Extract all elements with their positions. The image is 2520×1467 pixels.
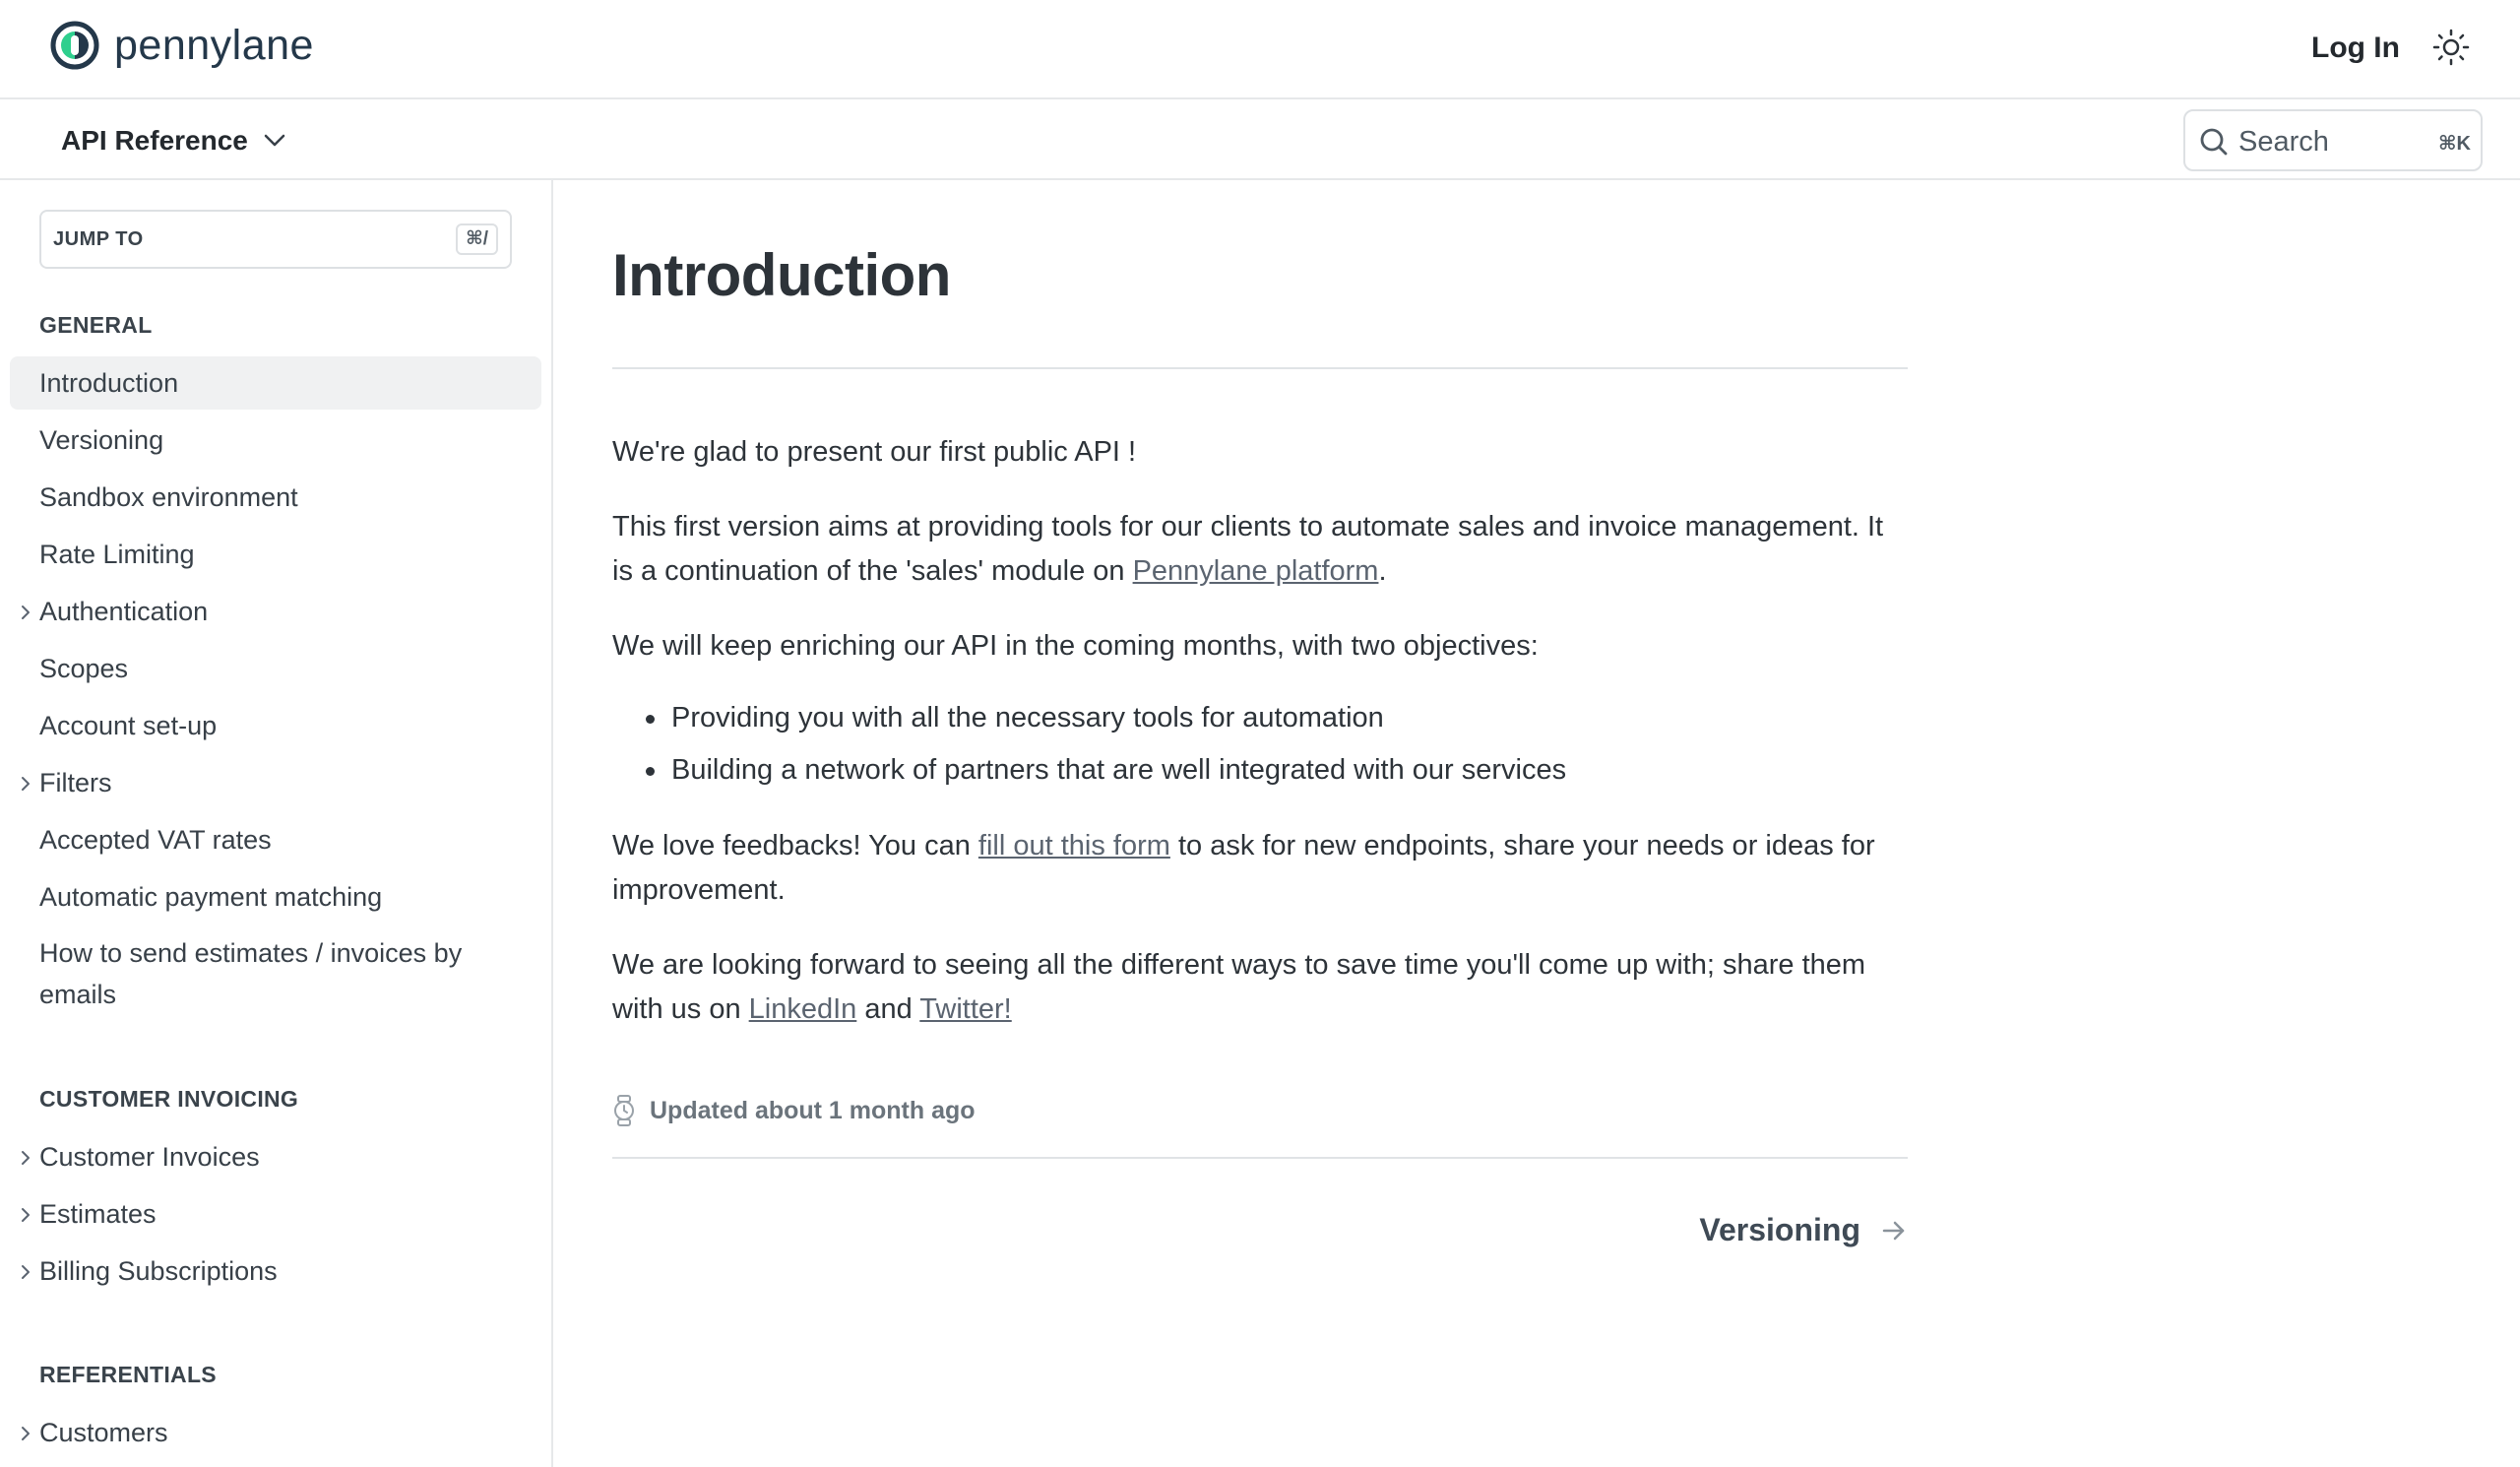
chevron-right-icon bbox=[20, 605, 32, 620]
sidebar-item-authentication[interactable] bbox=[10, 585, 541, 638]
sidebar-item-estimates[interactable] bbox=[10, 1187, 541, 1241]
sub-navigation-bar bbox=[0, 99, 2520, 180]
title-divider bbox=[612, 367, 1908, 369]
sidebar-item-send-by-email[interactable] bbox=[10, 927, 482, 1016]
sidebar-item-customer-invoices[interactable] bbox=[10, 1130, 541, 1183]
sidebar-item-label: Filters bbox=[39, 768, 112, 797]
paragraph-text: We are looking forward to seeing all the different ways to save time you'll come up with; share them with us on bbox=[612, 949, 1866, 1025]
chevron-down-icon bbox=[264, 134, 285, 148]
paragraph-text: and bbox=[856, 993, 920, 1025]
arrow-right-icon bbox=[1880, 1217, 1908, 1244]
search-icon bbox=[2199, 127, 2229, 157]
sidebar-item-scopes[interactable] bbox=[10, 642, 541, 695]
intro-paragraph-3: We will keep enriching our API in the coming months, with two objectives: bbox=[612, 630, 1539, 662]
sidebar-item-vat-rates[interactable] bbox=[10, 813, 541, 866]
logo[interactable] bbox=[49, 20, 314, 71]
api-reference-label: API Reference bbox=[61, 125, 248, 156]
sidebar-item-versioning[interactable] bbox=[10, 414, 541, 467]
list-item: Building a network of partners that are well integrated with our services bbox=[612, 744, 1908, 797]
feedback-form-link[interactable]: fill out this form bbox=[977, 830, 1170, 861]
sidebar-item-label: Authentication bbox=[39, 597, 209, 626]
sidebar-item-label: Rate Limiting bbox=[39, 540, 195, 569]
jump-to-input[interactable] bbox=[39, 210, 512, 269]
intro-paragraph-4 bbox=[612, 824, 1908, 913]
sidebar-item-rate-limiting[interactable] bbox=[10, 528, 541, 581]
jump-to-shortcut: ⌘/ bbox=[456, 223, 498, 255]
next-page-label: Versioning bbox=[1699, 1212, 1860, 1247]
section-title-customer-invoicing: CUSTOMER INVOICING bbox=[39, 1086, 299, 1112]
sidebar-item-label: Scopes bbox=[39, 654, 129, 683]
sidebar-item-sandbox[interactable] bbox=[10, 471, 541, 524]
sidebar-item-label: Account set-up bbox=[39, 711, 218, 740]
twitter-link[interactable]: Twitter! bbox=[919, 993, 1012, 1025]
login-button[interactable]: Log In bbox=[2311, 32, 2400, 64]
sidebar-item-label: Versioning bbox=[39, 425, 164, 455]
footer-divider bbox=[612, 1157, 1908, 1159]
page-title: Introduction bbox=[612, 242, 951, 308]
sidebar bbox=[0, 180, 553, 1467]
paragraph-text: This first version aims at providing tools for our clients to automate sales and invoice management. It is a continuation of the 'sales' module on bbox=[612, 511, 1884, 587]
pennylane-platform-link[interactable]: Pennylane platform bbox=[1132, 555, 1379, 587]
linkedin-link[interactable]: LinkedIn bbox=[748, 993, 857, 1025]
sidebar-item-label: Estimates bbox=[39, 1199, 157, 1229]
jump-to-label: JUMP TO bbox=[53, 228, 144, 250]
sidebar-item-customers[interactable] bbox=[10, 1406, 541, 1459]
intro-paragraph-2 bbox=[612, 505, 1908, 594]
pennylane-logo-icon bbox=[49, 20, 100, 71]
search-label: Search bbox=[2238, 126, 2329, 158]
chevron-right-icon bbox=[20, 1207, 32, 1223]
sidebar-item-account-setup[interactable] bbox=[10, 699, 541, 752]
updated-text: Updated about 1 month ago bbox=[650, 1096, 976, 1124]
next-page-link[interactable] bbox=[1699, 1212, 1908, 1248]
sidebar-item-introduction[interactable] bbox=[10, 356, 541, 410]
logo-text: pennylane bbox=[114, 21, 314, 69]
sidebar-item-label: Introduction bbox=[39, 368, 179, 398]
sidebar-item-label: Automatic payment matching bbox=[39, 882, 383, 912]
chevron-right-icon bbox=[20, 1426, 32, 1441]
paragraph-text: to ask for new endpoints, share your needs or ideas for improvement. bbox=[612, 830, 1875, 906]
paragraph-text: . bbox=[1378, 555, 1387, 587]
watch-icon bbox=[612, 1094, 636, 1127]
sidebar-item-label: How to send estimates / invoices by emails bbox=[39, 938, 463, 1009]
search-button[interactable] bbox=[2183, 109, 2483, 171]
intro-paragraph-5 bbox=[612, 943, 1908, 1032]
chevron-right-icon bbox=[20, 1264, 32, 1280]
section-title-general: GENERAL bbox=[39, 312, 153, 338]
sidebar-item-label: Accepted VAT rates bbox=[39, 825, 272, 855]
paragraph-text: We love feedbacks! You can bbox=[612, 830, 978, 861]
sidebar-item-label: Sandbox environment bbox=[39, 482, 298, 512]
sidebar-item-billing-subscriptions[interactable] bbox=[10, 1244, 541, 1298]
sidebar-item-payment-matching[interactable] bbox=[10, 870, 541, 924]
api-reference-dropdown[interactable] bbox=[61, 125, 285, 157]
list-item: Providing you with all the necessary tools for automation bbox=[612, 692, 1908, 744]
sidebar-item-filters[interactable] bbox=[10, 756, 541, 809]
search-shortcut: ⌘K bbox=[2438, 133, 2471, 155]
sidebar-item-label: Billing Subscriptions bbox=[39, 1256, 278, 1286]
sidebar-item-label: Customer Invoices bbox=[39, 1142, 260, 1172]
sidebar-item-label: Customers bbox=[39, 1418, 168, 1447]
chevron-right-icon bbox=[20, 776, 32, 792]
intro-paragraph-1: We're glad to present our first public API ! bbox=[612, 436, 1137, 468]
chevron-right-icon bbox=[20, 1150, 32, 1166]
sun-icon[interactable] bbox=[2431, 28, 2471, 67]
updated-timestamp bbox=[612, 1094, 976, 1127]
objectives-list bbox=[612, 692, 1908, 797]
top-navigation-bar bbox=[0, 0, 2520, 99]
section-title-referentials: REFERENTIALS bbox=[39, 1362, 217, 1387]
